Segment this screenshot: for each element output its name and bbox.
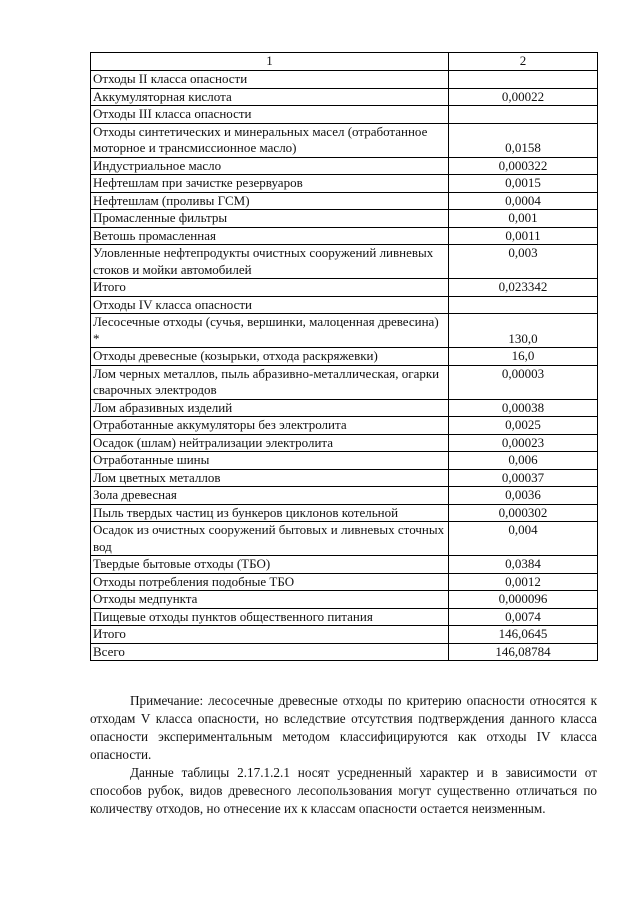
row-name-cell: Отходы III класса опасности xyxy=(91,106,449,124)
table-row xyxy=(91,157,598,175)
row-name-cell: Отработанные аккумуляторы без электролита xyxy=(91,417,449,435)
table-row xyxy=(91,279,598,297)
row-value-cell: 146,0645 xyxy=(449,626,598,644)
row-value-cell: 16,0 xyxy=(449,348,598,366)
row-value-cell: 0,001 xyxy=(449,210,598,228)
table-row xyxy=(91,417,598,435)
table-body xyxy=(91,71,598,661)
row-value-cell: 0,0015 xyxy=(449,175,598,193)
table-row xyxy=(91,71,598,89)
row-name-cell: Ветошь промасленная xyxy=(91,227,449,245)
row-value-cell: 0,00003 xyxy=(449,365,598,399)
row-name-cell: Отработанные шины xyxy=(91,452,449,470)
table-row xyxy=(91,522,598,556)
row-value-cell: 0,000302 xyxy=(449,504,598,522)
row-value-cell: 0,0004 xyxy=(449,192,598,210)
row-name-cell: Пыль твердых частиц из бункеров циклонов котельной xyxy=(91,504,449,522)
row-name-cell: Отходы древесные (козырьки, отхода раскряжевки) xyxy=(91,348,449,366)
row-name-cell: Твердые бытовые отходы (ТБО) xyxy=(91,556,449,574)
row-value-cell: 0,003 xyxy=(449,245,598,279)
row-name-cell: Всего xyxy=(91,643,449,661)
table-row xyxy=(91,452,598,470)
row-name-cell: Нефтешлам (проливы ГСМ) xyxy=(91,192,449,210)
row-value-cell: 0,023342 xyxy=(449,279,598,297)
note-paragraph: Примечание: лесосечные древесные отходы по критерию опасности относятся к отходам V класса опасности, но вследствие отсутствия подтверждения данного класса опасности экспериментальным методом классифицируются как отходы IV класса опасности. xyxy=(90,693,597,762)
row-name-cell: Осадок (шлам) нейтрализации электролита xyxy=(91,434,449,452)
row-value-cell: 0,0011 xyxy=(449,227,598,245)
header-col-2: 2 xyxy=(449,53,598,71)
row-value-cell: 0,0012 xyxy=(449,573,598,591)
table-header xyxy=(91,53,598,71)
row-value-cell: 0,00022 xyxy=(449,88,598,106)
row-name-cell: Лом абразивных изделий xyxy=(91,399,449,417)
row-value-cell: 0,000322 xyxy=(449,157,598,175)
row-name-cell: Нефтешлам при зачистке резервуаров xyxy=(91,175,449,193)
table-row xyxy=(91,227,598,245)
row-name-cell: Итого xyxy=(91,626,449,644)
row-value-cell: 130,0 xyxy=(449,314,598,348)
table-row xyxy=(91,175,598,193)
table-row xyxy=(91,556,598,574)
waste-table xyxy=(90,52,598,661)
row-value-cell xyxy=(449,71,598,89)
row-value-cell: 0,0025 xyxy=(449,417,598,435)
row-name-cell: Итого xyxy=(91,279,449,297)
row-value-cell: 0,004 xyxy=(449,522,598,556)
row-value-cell: 0,0036 xyxy=(449,487,598,505)
row-value-cell: 0,000096 xyxy=(449,591,598,609)
table-row xyxy=(91,504,598,522)
table-row xyxy=(91,348,598,366)
summary-paragraph: Данные таблицы 2.17.1.2.1 носят усредненный характер и в зависимости от способов рубок, видов древесного лесопользования могут существенно отличаться по количеству отходов, но отнесение их к классам опасности остается неизменным. xyxy=(90,765,597,816)
row-name-cell: Отходы потребления подобные ТБО xyxy=(91,573,449,591)
row-value-cell: 0,00038 xyxy=(449,399,598,417)
table-row xyxy=(91,192,598,210)
table-row xyxy=(91,434,598,452)
row-name-cell: Отходы медпункта xyxy=(91,591,449,609)
table-row xyxy=(91,573,598,591)
row-value-cell: 0,0384 xyxy=(449,556,598,574)
table-row xyxy=(91,643,598,661)
row-name-cell: Отходы синтетических и минеральных масел (отработанное моторное и трансмиссионное масло) xyxy=(91,123,449,157)
row-value-cell: 0,00037 xyxy=(449,469,598,487)
row-value-cell: 0,0158 xyxy=(449,123,598,157)
table-row xyxy=(91,88,598,106)
table-row xyxy=(91,591,598,609)
row-name-cell: Индустриальное масло xyxy=(91,157,449,175)
row-value-cell: 0,0074 xyxy=(449,608,598,626)
row-name-cell: Отходы II класса опасности xyxy=(91,71,449,89)
row-value-cell: 0,00023 xyxy=(449,434,598,452)
row-name-cell: Промасленные фильтры xyxy=(91,210,449,228)
row-name-cell: Осадок из очистных сооружений бытовых и ливневых сточных вод xyxy=(91,522,449,556)
row-value-cell: 146,08784 xyxy=(449,643,598,661)
notes-block xyxy=(90,692,597,818)
table-row xyxy=(91,487,598,505)
table-row xyxy=(91,123,598,157)
row-name-cell: Лом черных металлов, пыль абразивно-металлическая, огарки сварочных электродов xyxy=(91,365,449,399)
row-name-cell: Лесосечные отходы (сучья, вершинки, малоценная древесина) * xyxy=(91,314,449,348)
row-name-cell: Пищевые отходы пунктов общественного питания xyxy=(91,608,449,626)
table-row xyxy=(91,314,598,348)
header-col-1: 1 xyxy=(91,53,449,71)
row-name-cell: Зола древесная xyxy=(91,487,449,505)
table-row xyxy=(91,469,598,487)
table-row xyxy=(91,210,598,228)
table-row xyxy=(91,608,598,626)
row-name-cell: Аккумуляторная кислота xyxy=(91,88,449,106)
row-value-cell: 0,006 xyxy=(449,452,598,470)
table-row xyxy=(91,245,598,279)
row-value-cell xyxy=(449,106,598,124)
row-name-cell: Уловленные нефтепродукты очистных сооружений ливневых стоков и мойки автомобилей xyxy=(91,245,449,279)
table-row xyxy=(91,626,598,644)
table-row xyxy=(91,296,598,314)
table-row xyxy=(91,399,598,417)
row-name-cell: Отходы IV класса опасности xyxy=(91,296,449,314)
row-value-cell xyxy=(449,296,598,314)
table-row xyxy=(91,106,598,124)
table-row xyxy=(91,365,598,399)
row-name-cell: Лом цветных металлов xyxy=(91,469,449,487)
